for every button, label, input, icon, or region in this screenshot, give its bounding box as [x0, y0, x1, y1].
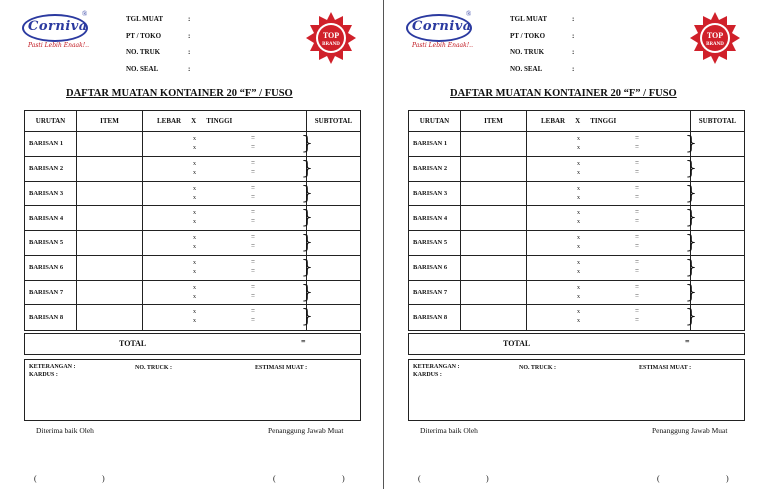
- mult-sign: x: [193, 259, 196, 266]
- row-label: BARISAN 3: [409, 182, 461, 206]
- equals-sign: =: [251, 291, 255, 300]
- equals-sign: =: [635, 307, 639, 316]
- table-rows: [25, 132, 360, 330]
- form-title: DAFTAR MUATAN KONTAINER 20 “F” / FUSO: [450, 88, 677, 99]
- equals-sign: =: [635, 208, 639, 217]
- subtotal-cell[interactable]: [691, 256, 744, 280]
- info-label: TGL MUAT: [510, 15, 548, 23]
- mult-sign: x: [193, 194, 196, 201]
- info-colon: :: [188, 48, 191, 56]
- row-label: BARISAN 4: [25, 206, 77, 230]
- subtotal-cell[interactable]: [307, 206, 360, 230]
- row-label: BARISAN 3: [25, 182, 77, 206]
- table-row: [409, 256, 744, 281]
- info-row: [510, 32, 580, 49]
- dimension-cell[interactable]: [143, 280, 314, 305]
- subtotal-cell[interactable]: [691, 206, 744, 230]
- badge-line2: BRAND: [706, 42, 724, 47]
- badge-line2: BRAND: [322, 42, 340, 47]
- signature-open-paren: (: [657, 474, 660, 483]
- header-lebar: LEBAR: [157, 117, 182, 125]
- info-label: NO. TRUK: [510, 48, 545, 56]
- dimension-cell[interactable]: [143, 305, 314, 330]
- no-truck-label: NO. TRUCK :: [519, 365, 557, 371]
- mult-sign: x: [577, 210, 580, 217]
- equals-sign: =: [635, 217, 639, 226]
- responsible-label: Penanggung Jawab Muat: [268, 426, 344, 435]
- item-cell[interactable]: [461, 281, 527, 305]
- item-cell[interactable]: [77, 305, 143, 330]
- equals-sign: =: [635, 158, 639, 167]
- item-cell[interactable]: [77, 132, 143, 156]
- dimension-cell[interactable]: [143, 181, 314, 206]
- notes-box: [24, 359, 361, 421]
- table-row: [409, 305, 744, 330]
- equals-sign: =: [635, 134, 639, 142]
- brace-icon: }: [685, 280, 698, 303]
- row-label: BARISAN 5: [25, 231, 77, 255]
- form-title: DAFTAR MUATAN KONTAINER 20 “F” / FUSO: [66, 88, 293, 99]
- mult-sign: x: [193, 309, 196, 316]
- table-row: [25, 256, 360, 281]
- table-row: [25, 305, 360, 330]
- table-row: [409, 182, 744, 207]
- subtotal-cell[interactable]: [307, 157, 360, 181]
- top-brand-badge-icon: [304, 11, 358, 65]
- mult-sign: x: [193, 210, 196, 217]
- total-row: [408, 333, 745, 355]
- equals-sign: =: [251, 233, 255, 241]
- mult-sign: x: [577, 136, 580, 142]
- mult-sign: x: [577, 268, 580, 275]
- info-label: PT / TOKO: [126, 31, 162, 40]
- brace-icon: }: [685, 156, 698, 179]
- row-label: BARISAN 4: [409, 206, 461, 230]
- dimension-cell[interactable]: [143, 231, 314, 255]
- brand-logo: [22, 12, 102, 52]
- brace-icon: }: [301, 280, 314, 303]
- subtotal-cell[interactable]: [691, 157, 744, 181]
- info-row: [510, 48, 580, 65]
- row-label: BARISAN 7: [25, 281, 77, 305]
- brand-logo: [406, 12, 486, 52]
- equals-sign: =: [251, 217, 255, 226]
- equals-sign: =: [251, 316, 255, 325]
- signature-open-paren: (: [418, 474, 421, 483]
- mult-sign: x: [193, 284, 196, 291]
- info-colon: :: [572, 64, 575, 73]
- item-cell[interactable]: [77, 256, 143, 280]
- brace-icon: }: [685, 255, 698, 278]
- subtotal-cell[interactable]: [307, 182, 360, 206]
- item-cell[interactable]: [461, 231, 527, 255]
- logo-tagline: Pasti Lebih Enaak!..: [28, 42, 89, 49]
- info-row: [126, 32, 196, 49]
- load-table: [24, 110, 361, 331]
- subtotal-cell[interactable]: [691, 132, 744, 156]
- dimension-cell[interactable]: [527, 181, 698, 206]
- received-by-label: Diterima baik Oleh: [36, 426, 94, 435]
- mult-sign: x: [577, 293, 580, 300]
- table-row: [25, 132, 360, 157]
- mult-sign: x: [577, 145, 580, 151]
- header-dimension: [527, 111, 691, 131]
- info-label: PT / TOKO: [510, 31, 546, 40]
- row-label: BARISAN 2: [409, 157, 461, 181]
- table-row: [409, 157, 744, 182]
- table-header: [409, 111, 744, 132]
- dimension-cell[interactable]: [527, 305, 698, 330]
- info-label: NO. SEAL: [510, 64, 543, 73]
- dimension-cell[interactable]: [527, 255, 698, 280]
- table-row: [409, 206, 744, 231]
- brace-icon: }: [301, 181, 314, 204]
- info-colon: :: [188, 15, 191, 23]
- total-label: TOTAL: [503, 339, 531, 348]
- info-label: NO. TRUK: [126, 48, 161, 56]
- brace-icon: }: [685, 206, 698, 229]
- header-tinggi: TINGGI: [206, 117, 233, 125]
- mult-sign: x: [193, 318, 196, 325]
- signature-close-paren: ): [726, 474, 729, 483]
- dimension-cell[interactable]: [527, 280, 698, 305]
- mult-sign: x: [193, 268, 196, 275]
- subtotal-cell[interactable]: [307, 281, 360, 305]
- total-row: [24, 333, 361, 355]
- equals-sign: =: [251, 257, 255, 266]
- equals-sign: =: [635, 282, 639, 291]
- brace-icon: }: [301, 255, 314, 278]
- brace-icon: }: [301, 231, 314, 253]
- mult-sign: x: [577, 309, 580, 316]
- item-cell[interactable]: [461, 305, 527, 330]
- mult-sign: x: [193, 293, 196, 300]
- subtotal-cell[interactable]: [691, 305, 744, 330]
- info-row: [126, 48, 196, 65]
- logo-text: Corniva: [412, 19, 472, 34]
- estimasi-muat-label: ESTIMASI MUAT :: [639, 365, 692, 371]
- row-label: BARISAN 6: [409, 256, 461, 280]
- row-label: BARISAN 5: [409, 231, 461, 255]
- equals-sign: =: [635, 316, 639, 325]
- mult-sign: x: [577, 185, 580, 192]
- equals-sign: =: [635, 257, 639, 266]
- table-row: [409, 132, 744, 157]
- header-info: [510, 15, 580, 81]
- item-cell[interactable]: [461, 182, 527, 206]
- notes-box: [408, 359, 745, 421]
- responsible-label: Penanggung Jawab Muat: [652, 426, 728, 435]
- form-right: [384, 0, 768, 489]
- header-lebar: LEBAR: [541, 117, 566, 125]
- equals-sign: =: [251, 134, 255, 142]
- table-row: [25, 157, 360, 182]
- subtotal-cell[interactable]: [691, 182, 744, 206]
- info-colon: :: [188, 64, 191, 73]
- subtotal-cell[interactable]: [307, 256, 360, 280]
- equals-sign: =: [251, 266, 255, 275]
- brace-icon: }: [301, 206, 314, 229]
- table-row: [25, 206, 360, 231]
- mult-sign: x: [193, 160, 196, 167]
- equals-sign: =: [635, 143, 639, 151]
- table-row: [25, 231, 360, 256]
- item-cell[interactable]: [77, 206, 143, 230]
- mult-sign: x: [193, 235, 196, 241]
- header-dimension: [143, 111, 307, 131]
- mult-sign: x: [193, 185, 196, 192]
- total-equals: =: [685, 337, 690, 346]
- equals-sign: =: [635, 233, 639, 241]
- item-cell[interactable]: [461, 157, 527, 181]
- mult-sign: x: [577, 194, 580, 201]
- signature-close-paren: ): [102, 474, 105, 483]
- brace-icon: }: [301, 132, 314, 154]
- info-label: NO. SEAL: [126, 64, 159, 73]
- brace-icon: }: [685, 181, 698, 204]
- equals-sign: =: [251, 143, 255, 151]
- equals-sign: =: [251, 167, 255, 176]
- dimension-cell[interactable]: [527, 231, 698, 255]
- equals-sign: =: [635, 192, 639, 201]
- item-cell[interactable]: [461, 256, 527, 280]
- mult-sign: x: [577, 169, 580, 176]
- signature-close-paren: ): [342, 474, 345, 483]
- mult-sign: x: [577, 284, 580, 291]
- row-label: BARISAN 8: [25, 305, 77, 330]
- dimension-cell[interactable]: [527, 206, 698, 230]
- equals-sign: =: [251, 192, 255, 201]
- row-label: BARISAN 1: [25, 132, 77, 156]
- brace-icon: }: [685, 305, 698, 328]
- table-row: [25, 182, 360, 207]
- header-tinggi: TINGGI: [590, 117, 617, 125]
- equals-sign: =: [635, 167, 639, 176]
- logo-tagline: Pasti Lebih Enaak!..: [412, 42, 473, 49]
- kardus-label: KARDUS :: [413, 372, 442, 378]
- signature-close-paren: ): [486, 474, 489, 483]
- registered-mark: ®: [82, 10, 88, 18]
- equals-sign: =: [251, 307, 255, 316]
- dimension-cell[interactable]: [143, 156, 314, 181]
- header-x: X: [575, 117, 581, 125]
- item-cell[interactable]: [77, 231, 143, 255]
- header-item: ITEM: [77, 111, 143, 131]
- item-cell[interactable]: [77, 157, 143, 181]
- equals-sign: =: [635, 183, 639, 192]
- load-table: [408, 110, 745, 331]
- total-equals: =: [301, 337, 306, 346]
- header-x: X: [191, 117, 197, 125]
- mult-sign: x: [577, 318, 580, 325]
- header-subtotal: SUBTOTAL: [698, 117, 737, 125]
- header-urutan: URUTAN: [25, 111, 77, 131]
- info-colon: :: [572, 48, 575, 56]
- dimension-cell[interactable]: [143, 255, 314, 280]
- header-item: ITEM: [461, 111, 527, 131]
- item-cell[interactable]: [461, 206, 527, 230]
- equals-sign: =: [251, 158, 255, 167]
- mult-sign: x: [577, 160, 580, 167]
- no-truck-label: NO. TRUCK :: [135, 365, 173, 371]
- equals-sign: =: [251, 208, 255, 217]
- subtotal-cell[interactable]: [691, 231, 744, 255]
- dimension-cell[interactable]: [527, 132, 698, 156]
- total-label: TOTAL: [119, 339, 147, 348]
- info-row: [126, 15, 196, 32]
- info-label: TGL MUAT: [126, 15, 164, 23]
- info-row: [510, 65, 580, 82]
- mult-sign: x: [193, 244, 196, 250]
- item-cell[interactable]: [77, 281, 143, 305]
- mult-sign: x: [577, 259, 580, 266]
- subtotal-cell[interactable]: [307, 305, 360, 330]
- subtotal-cell[interactable]: [691, 281, 744, 305]
- equals-sign: =: [251, 183, 255, 192]
- table-header: [25, 111, 360, 132]
- top-brand-badge-icon: [688, 11, 742, 65]
- registered-mark: ®: [466, 10, 472, 18]
- dimension-cell[interactable]: [143, 132, 314, 156]
- brace-icon: }: [685, 231, 698, 253]
- mult-sign: x: [193, 136, 196, 142]
- subtotal-cell[interactable]: [307, 231, 360, 255]
- mult-sign: x: [577, 244, 580, 250]
- header-info: [126, 15, 196, 81]
- mult-sign: x: [577, 219, 580, 226]
- header-subtotal: SUBTOTAL: [314, 117, 353, 125]
- brace-icon: }: [685, 132, 698, 154]
- mult-sign: x: [193, 219, 196, 226]
- info-colon: :: [572, 15, 575, 23]
- row-label: BARISAN 7: [409, 281, 461, 305]
- header-urutan: URUTAN: [409, 111, 461, 131]
- info-row: [510, 15, 580, 32]
- info-colon: :: [572, 31, 575, 40]
- equals-sign: =: [635, 266, 639, 275]
- keterangan-label: KETERANGAN :: [29, 364, 76, 370]
- signature-open-paren: (: [273, 474, 276, 483]
- equals-sign: =: [635, 242, 639, 250]
- badge-line1: TOP: [706, 31, 724, 40]
- dimension-cell[interactable]: [143, 206, 314, 230]
- kardus-label: KARDUS :: [29, 372, 58, 378]
- received-by-label: Diterima baik Oleh: [420, 426, 478, 435]
- table-row: [25, 281, 360, 306]
- mult-sign: x: [577, 235, 580, 241]
- equals-sign: =: [251, 282, 255, 291]
- row-label: BARISAN 6: [25, 256, 77, 280]
- badge-line1: TOP: [322, 31, 340, 40]
- brace-icon: }: [301, 156, 314, 179]
- subtotal-cell[interactable]: [307, 132, 360, 156]
- info-row: [126, 65, 196, 82]
- table-row: [409, 231, 744, 256]
- mult-sign: x: [193, 169, 196, 176]
- mult-sign: x: [193, 145, 196, 151]
- item-cell[interactable]: [461, 132, 527, 156]
- equals-sign: =: [251, 242, 255, 250]
- row-label: BARISAN 8: [409, 305, 461, 330]
- row-label: BARISAN 1: [409, 132, 461, 156]
- dimension-cell[interactable]: [527, 156, 698, 181]
- signature-open-paren: (: [34, 474, 37, 483]
- item-cell[interactable]: [77, 182, 143, 206]
- estimasi-muat-label: ESTIMASI MUAT :: [255, 365, 308, 371]
- logo-text: Corniva: [28, 19, 88, 34]
- table-rows: [409, 132, 744, 330]
- info-colon: :: [188, 31, 191, 40]
- table-row: [409, 281, 744, 306]
- row-label: BARISAN 2: [25, 157, 77, 181]
- brace-icon: }: [301, 305, 314, 328]
- equals-sign: =: [635, 291, 639, 300]
- keterangan-label: KETERANGAN :: [413, 364, 460, 370]
